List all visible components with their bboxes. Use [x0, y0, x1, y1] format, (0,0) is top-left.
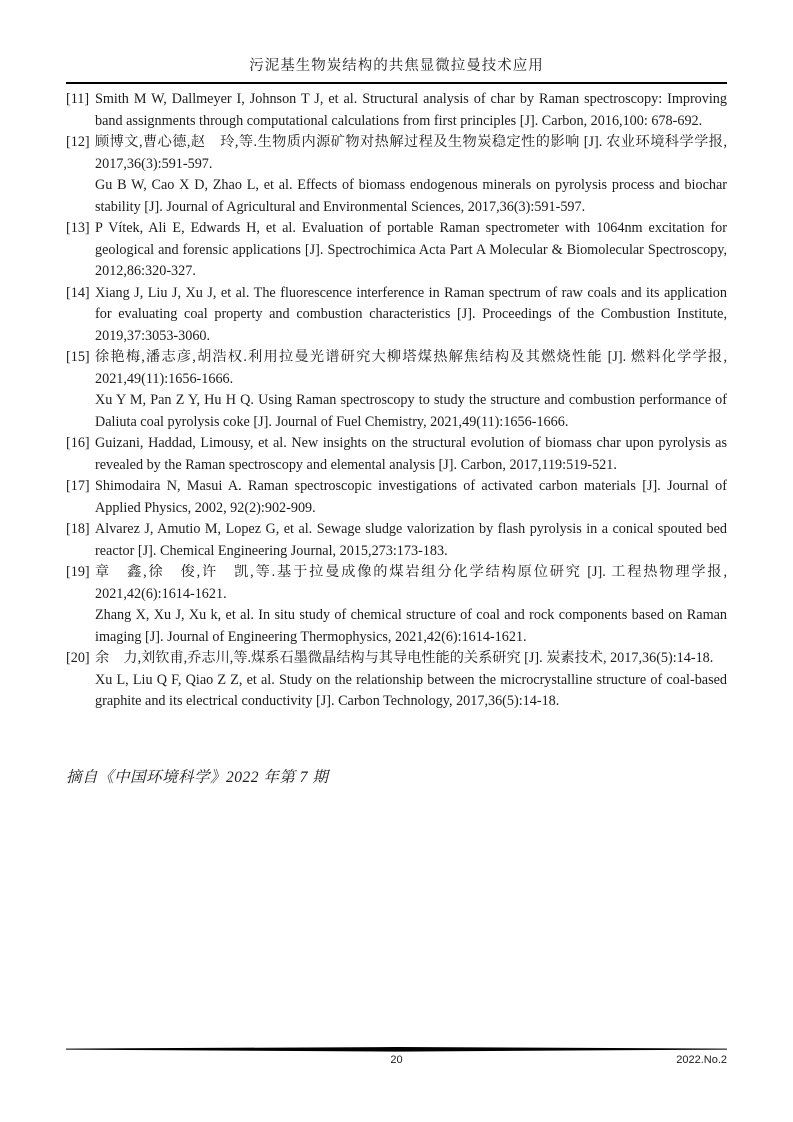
reference-id: [14]: [66, 284, 90, 301]
reference-item: [66, 218, 727, 283]
reference-item: [66, 433, 727, 476]
reference-item: [66, 89, 727, 132]
reference-id: [11]: [66, 91, 90, 107]
reference-text: Shimodaira N, Masui A. Raman spectroscopic investigations of activated carbon materials [J]. Journal of Applied Physics, 2002, 92(2):902-909.: [95, 478, 727, 516]
running-head-title: 污泥基生物炭结构的共焦显微拉曼技术应用: [249, 58, 544, 74]
reference-text: Zhang X, Xu J, Xu k, et al. In situ study of chemical structure of coal and rock components based on Raman imaging [J]. Journal of Engineering Thermophysics, 2021,42(6):1614-1621.: [95, 607, 727, 645]
reference-id: [16]: [66, 435, 90, 451]
reference-id: [13]: [66, 220, 90, 236]
reference-text: 余 力,刘钦甫,乔志川,等.煤系石墨微晶结构与其导电性能的关系研究 [J]. 炭素技术, 2017,36(5):14-18.: [95, 650, 714, 666]
reference-id: [18]: [66, 521, 90, 537]
reference-text: 徐艳梅,潘志彦,胡浩权.利用拉曼光谱研究大柳塔煤热解焦结构及其燃烧性能 [J]. 燃料化学学报, 2021,49(11):1656-1666.: [95, 349, 727, 387]
reference-text: 章 鑫,徐 俊,许 凯,等.基于拉曼成像的煤岩组分化学结构原位研究 [J]. 工程热物理学报, 2021,42(6):1614-1621.: [95, 564, 727, 602]
reference-text: Alvarez J, Amutio M, Lopez G, et al. Sewage sludge valorization by flash pyrolysis in a conical spouted bed reactor [J]. Chemical Engineering Journal, 2015,273:173-183.: [95, 521, 727, 559]
reference-text: Xiang J, Liu J, Xu J, et al. The fluorescence interference in Raman spectrum of raw coals and its application for evaluating coal property and combustion characteristics [J]. Proceedings of the Combustion Institute, 2019,37:3053-3060.: [95, 284, 727, 344]
reference-text: Smith M W, Dallmeyer I, Johnson T J, et al. Structural analysis of char by Raman spectroscopy: Improving band assignments through computational calculations from first principles [J]. Carbon, 2016,100: 678-692.: [95, 91, 727, 129]
reference-text: Xu Y M, Pan Z Y, Hu H Q. Using Raman spectroscopy to study the structure and combustion performance of Daliuta coal pyrolysis coke [J]. Journal of Fuel Chemistry, 2021,49(11):1656-1666.: [95, 392, 727, 430]
reference-item: [66, 476, 727, 519]
reference-text: Xu L, Liu Q F, Qiao Z Z, et al. Study on the relationship between the microcrystalline structure of coal-based graphite and its electrical conductivity [J]. Carbon Technology, 2017,36(5):14-18.: [95, 671, 727, 709]
page-number: 20: [390, 1054, 403, 1066]
reference-text: Gu B W, Cao X D, Zhao L, et al. Effects of biomass endogenous minerals on pyrolysis process and biochar stability [J]. Journal of Agricultural and Environmental Sciences, 2017,36(3):591-597.: [95, 177, 727, 215]
reference-item: [66, 562, 727, 648]
header-rule: [66, 82, 727, 84]
footer-row: [66, 1052, 727, 1068]
source-note: 摘自《中国环境科学》2022 年第 7 期: [66, 768, 329, 786]
reference-item: [66, 519, 727, 562]
reference-item: [66, 347, 727, 433]
reference-item: [66, 283, 727, 348]
reference-id: [17]: [66, 478, 90, 494]
page-footer: [66, 1047, 727, 1068]
reference-text: 顾博文,曹心德,赵 玲,等.生物质内源矿物对热解过程及生物炭稳定性的影响 [J]. 农业环境科学学报, 2017,36(3):591-597.: [95, 134, 727, 172]
reference-id: [15]: [66, 349, 90, 365]
reference-id: [20]: [66, 650, 90, 666]
reference-list: [66, 89, 727, 713]
reference-text: P Vítek, Ali E, Edwards H, et al. Evaluation of portable Raman spectrometer with 1064nm excitation for geological and forensic applications [J]. Spectrochimica Acta Part A Molecular & Biomolecular Spectroscopy, 2012,86:320-327.: [95, 220, 727, 279]
reference-id: [19]: [66, 564, 90, 580]
reference-item: [66, 132, 727, 218]
reference-item: [66, 648, 727, 713]
reference-id: [12]: [66, 134, 90, 150]
reference-text: Guizani, Haddad, Limousy, et al. New insights on the structural evolution of biomass char upon pyrolysis as revealed by the Raman spectroscopy and elemental analysis [J]. Carbon, 2017,119:519-521.: [95, 435, 727, 473]
issue-label: 2022.No.2: [676, 1054, 727, 1066]
